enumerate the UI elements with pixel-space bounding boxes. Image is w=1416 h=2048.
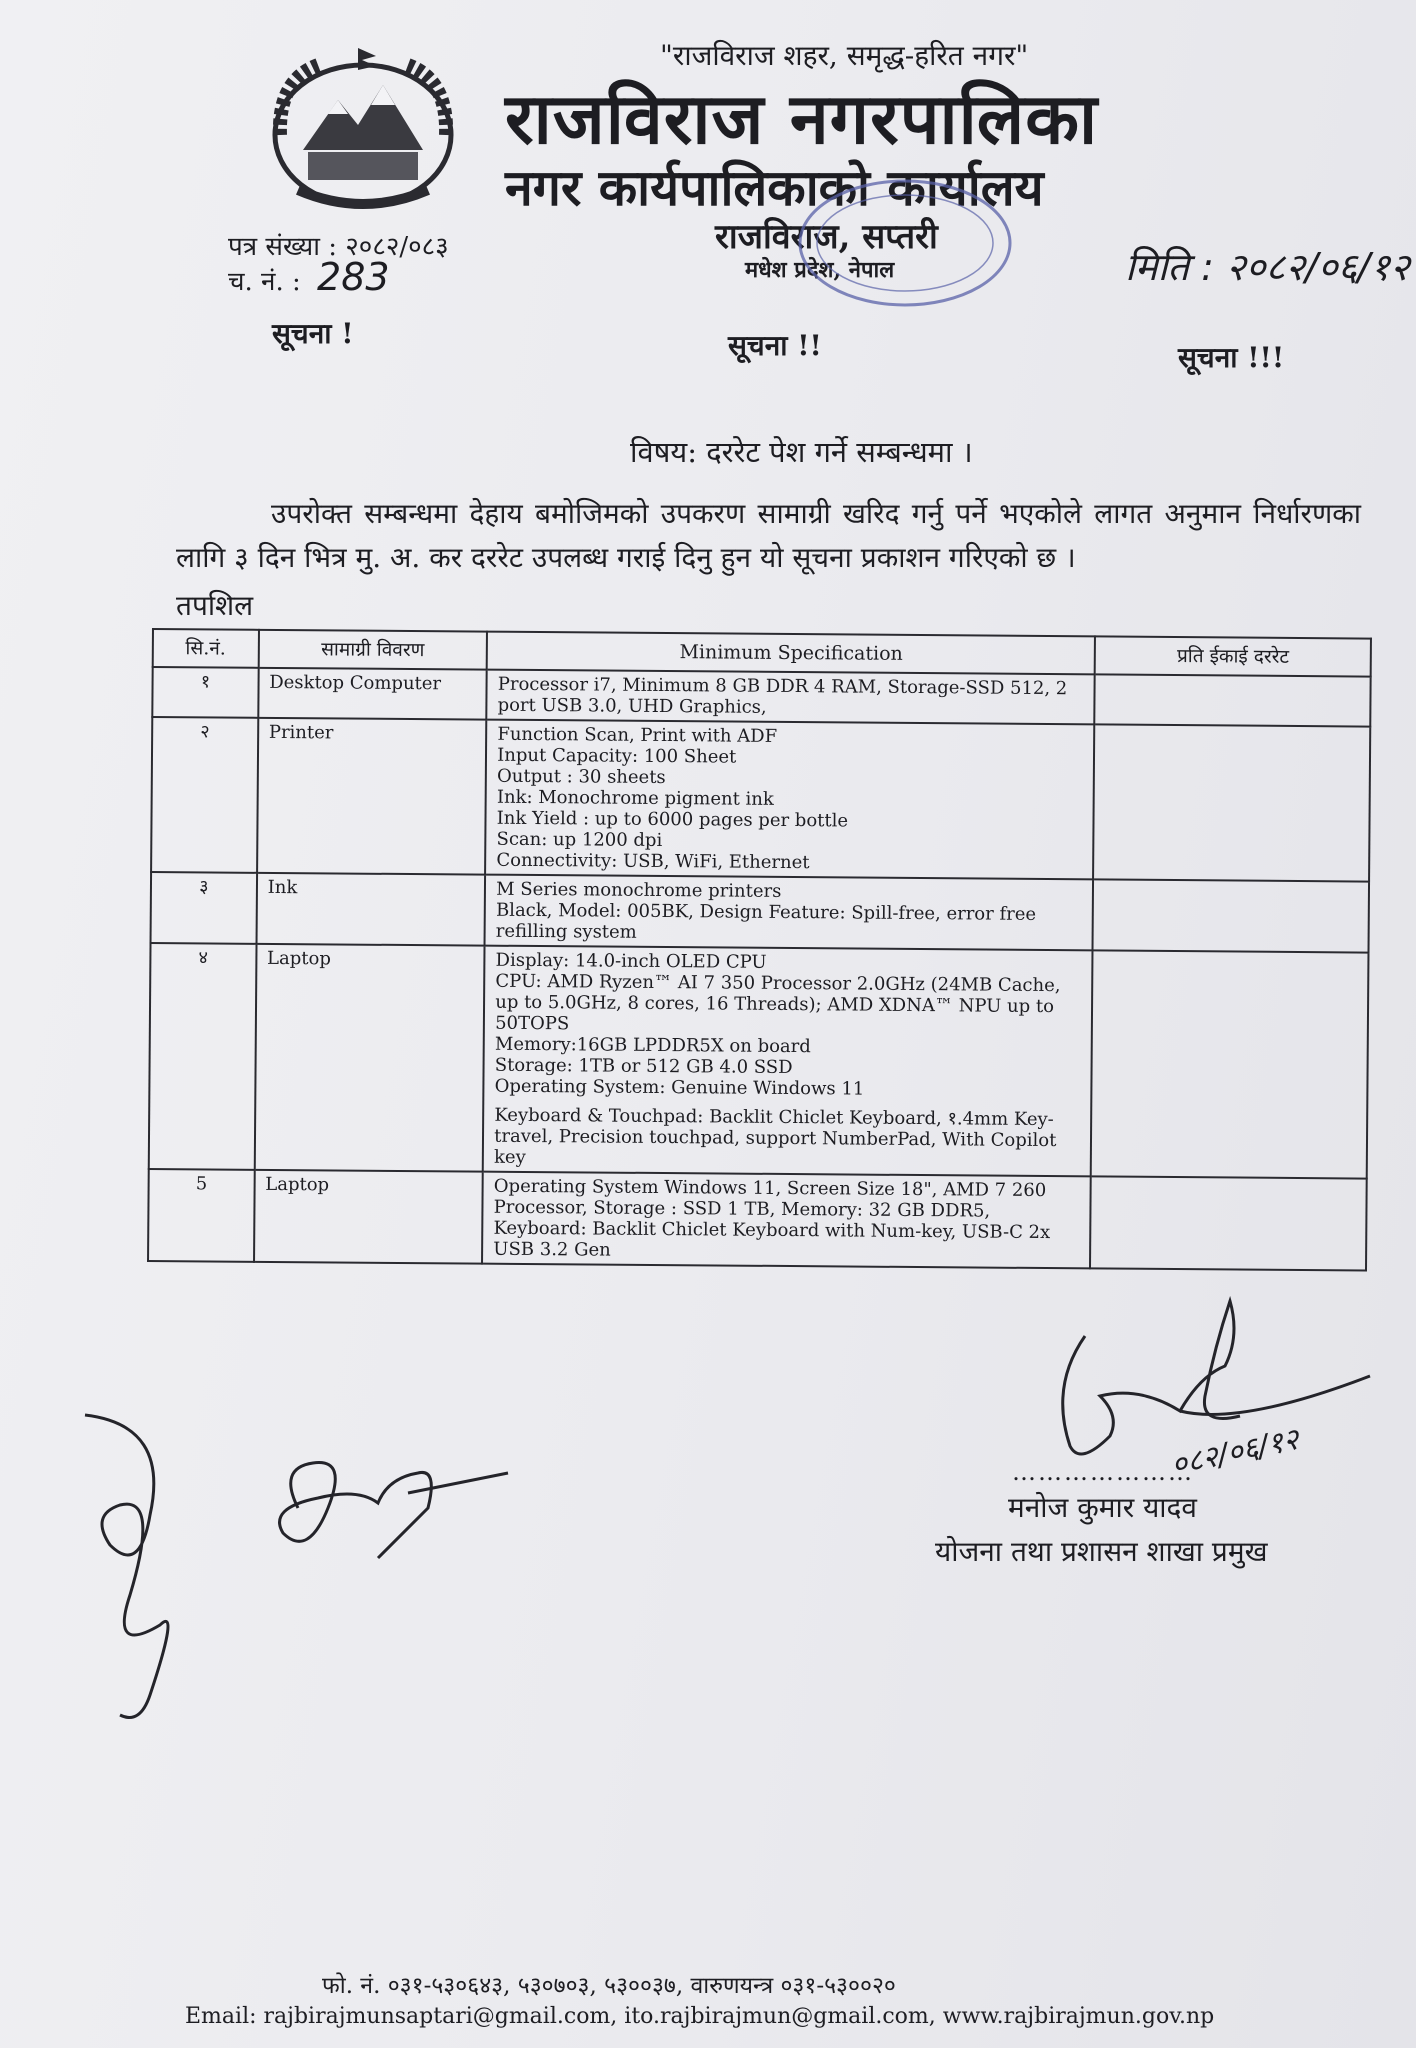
- column-header-unit-rate: प्रति ईकाई दररेट: [1095, 636, 1371, 676]
- serial-cell: ३: [151, 872, 257, 944]
- specification-table: [147, 628, 1372, 1272]
- office-name: नगर कार्यपालिकाको कार्यालय: [505, 158, 1044, 217]
- column-header-serial: सि.नं.: [153, 629, 259, 668]
- office-location: राजविराज, सप्तरी: [715, 217, 938, 257]
- serial-cell: ४: [149, 943, 256, 1170]
- serial-cell: 5: [148, 1169, 254, 1262]
- details-heading: तपशिल: [176, 589, 254, 622]
- table-row: [151, 872, 1370, 953]
- table-row: [148, 1169, 1367, 1271]
- notice-body: उपरोक्त सम्बन्धमा देहाय बमोजिमको उपकरण सामाग्री खरिद गर्नु पर्ने भएकोले लागत अनुमान निर्धारणका लागि ३ दिन भित्र मु. अ. कर दररेट उपलब्ध गराई दिनु हुन यो सूचना प्रकाशन गरिएको छ ।: [176, 497, 1361, 574]
- serial-cell: १: [152, 667, 258, 718]
- rate-cell: [1091, 950, 1368, 1178]
- column-header-specification: Minimum Specification: [487, 632, 1096, 675]
- item-cell: Ink: [256, 873, 485, 946]
- rate-cell: [1095, 674, 1371, 726]
- notice-heading-2: सूचना !!: [728, 329, 822, 362]
- signature-line: …………………: [1012, 1458, 1194, 1486]
- footer-phones: फो. नं. ०३१-५३०६४३, ५३०७०३, ५३००३७, वारुणयन्त्र ०३१-५३००२०: [322, 1973, 896, 1999]
- spec-line: Storage: 1TB or 512 GB 4.0 SSD: [494, 1054, 793, 1079]
- spec-line: Display: 14.0-inch OLED CPU: [495, 949, 767, 973]
- office-province: मधेश प्रदेश, नेपाल: [745, 257, 895, 283]
- notice-heading-1: सूचना !: [272, 317, 354, 350]
- spec-line: Scan: up 1200 dpi: [496, 828, 663, 852]
- spec-line: Output : 30 sheets: [496, 765, 666, 789]
- table-row: [151, 717, 1370, 882]
- dispatch-number: 283: [317, 255, 390, 299]
- spec-line: Black, Model: 005BK, Design Feature: Spill-free, error free refilling system: [495, 899, 1037, 943]
- spec-cell: [486, 670, 1095, 725]
- letter-number: पत्र संख्या : २०८२/०८३: [228, 232, 449, 262]
- dispatch-number-label: च. नं. :: [228, 267, 301, 297]
- spec-line: Ink Yield : up to 6000 pages per bottle: [496, 807, 849, 832]
- serial-cell: २: [151, 717, 258, 873]
- rate-cell: [1093, 879, 1369, 952]
- handwritten-signature-left: [50, 1395, 190, 1735]
- dispatch-number-row: [228, 255, 449, 299]
- official-stamp: [790, 168, 1020, 318]
- item-cell: Printer: [257, 718, 487, 875]
- column-header-item: सामाग्री विवरण: [258, 630, 487, 670]
- footer-contact: Email: rajbirajmunsaptari@gmail.com, ito.rajbirajmun@gmail.com, www.rajbirajmun.gov.np: [185, 2004, 1215, 2029]
- spec-cell: [485, 875, 1094, 951]
- spec-line: Operating System: Genuine Windows 11: [494, 1075, 865, 1100]
- spec-line: Ink: Monochrome pigment ink: [496, 786, 774, 810]
- spec-line: CPU: AMD Ryzen™ AI 7 350 Processor 2.0GHz (24MB Cache, up to 5.0GHz, 8 cores, 16 Threads); AMD XDNA™ NPU up to 50TOPS: [495, 970, 1061, 1035]
- table-row: [149, 943, 1369, 1179]
- spec-line: Processor i7, Minimum 8 GB DDR 4 RAM, Storage-SSD 512, 2 port USB 3.0, UHD Graphics,: [497, 673, 1068, 718]
- rate-cell: [1090, 1176, 1366, 1270]
- spec-line: Input Capacity: 100 Sheet: [497, 744, 737, 768]
- rate-cell: [1094, 724, 1371, 881]
- reference-numbers: [228, 232, 449, 297]
- document-date: मिति : २०८२/०६/१२: [1125, 245, 1410, 289]
- item-cell: Laptop: [254, 1170, 483, 1264]
- signatory-name: मनोज कुमार यादव: [1008, 1491, 1197, 1524]
- item-cell: Desktop Computer: [258, 668, 487, 720]
- spec-cell: [483, 946, 1093, 1177]
- handwritten-signature-date: ०८२/०६/१२: [1168, 1421, 1303, 1484]
- spec-line: Connectivity: USB, WiFi, Ethernet: [496, 849, 810, 874]
- spec-line: M Series monochrome printers: [496, 878, 782, 902]
- signatory-title: योजना तथा प्रशासन शाखा प्रमुख: [935, 1535, 1268, 1568]
- subject-line: विषय: दररेट पेश गर्ने सम्बन्धमा ।: [630, 435, 973, 469]
- notice-heading-3: सूचना !!!: [1178, 341, 1285, 374]
- item-cell: Laptop: [254, 944, 484, 1172]
- municipality-name: राजविराज नगरपालिका: [505, 77, 1099, 160]
- spec-line: Keyboard & Touchpad: Backlit Chiclet Keyboard, १.4mm Key-travel, Precision touchpad, support NumberPad, With Copilot key: [493, 1104, 1057, 1168]
- spec-line: Function Scan, Print with ADF: [497, 723, 778, 747]
- spec-line: Operating System Windows 11, Screen Size 18", AMD 7 260 Processor, Storage : SSD 1 TB, Memory: 32 GB DDR5, Keyboard: Backlit Chiclet Keyboard with Num-key, USB-C 2x USB 3.2 Gen: [493, 1175, 1051, 1261]
- spec-line: Memory:16GB LPDDR5X on board: [494, 1033, 811, 1058]
- nepal-emblem-icon: [258, 40, 468, 220]
- handwritten-signature-middle: [268, 1448, 518, 1568]
- spec-cell: [482, 1172, 1091, 1269]
- municipality-slogan: "राजविराज शहर, समृद्ध-हरित नगर": [660, 39, 1029, 72]
- spec-cell: [485, 720, 1094, 880]
